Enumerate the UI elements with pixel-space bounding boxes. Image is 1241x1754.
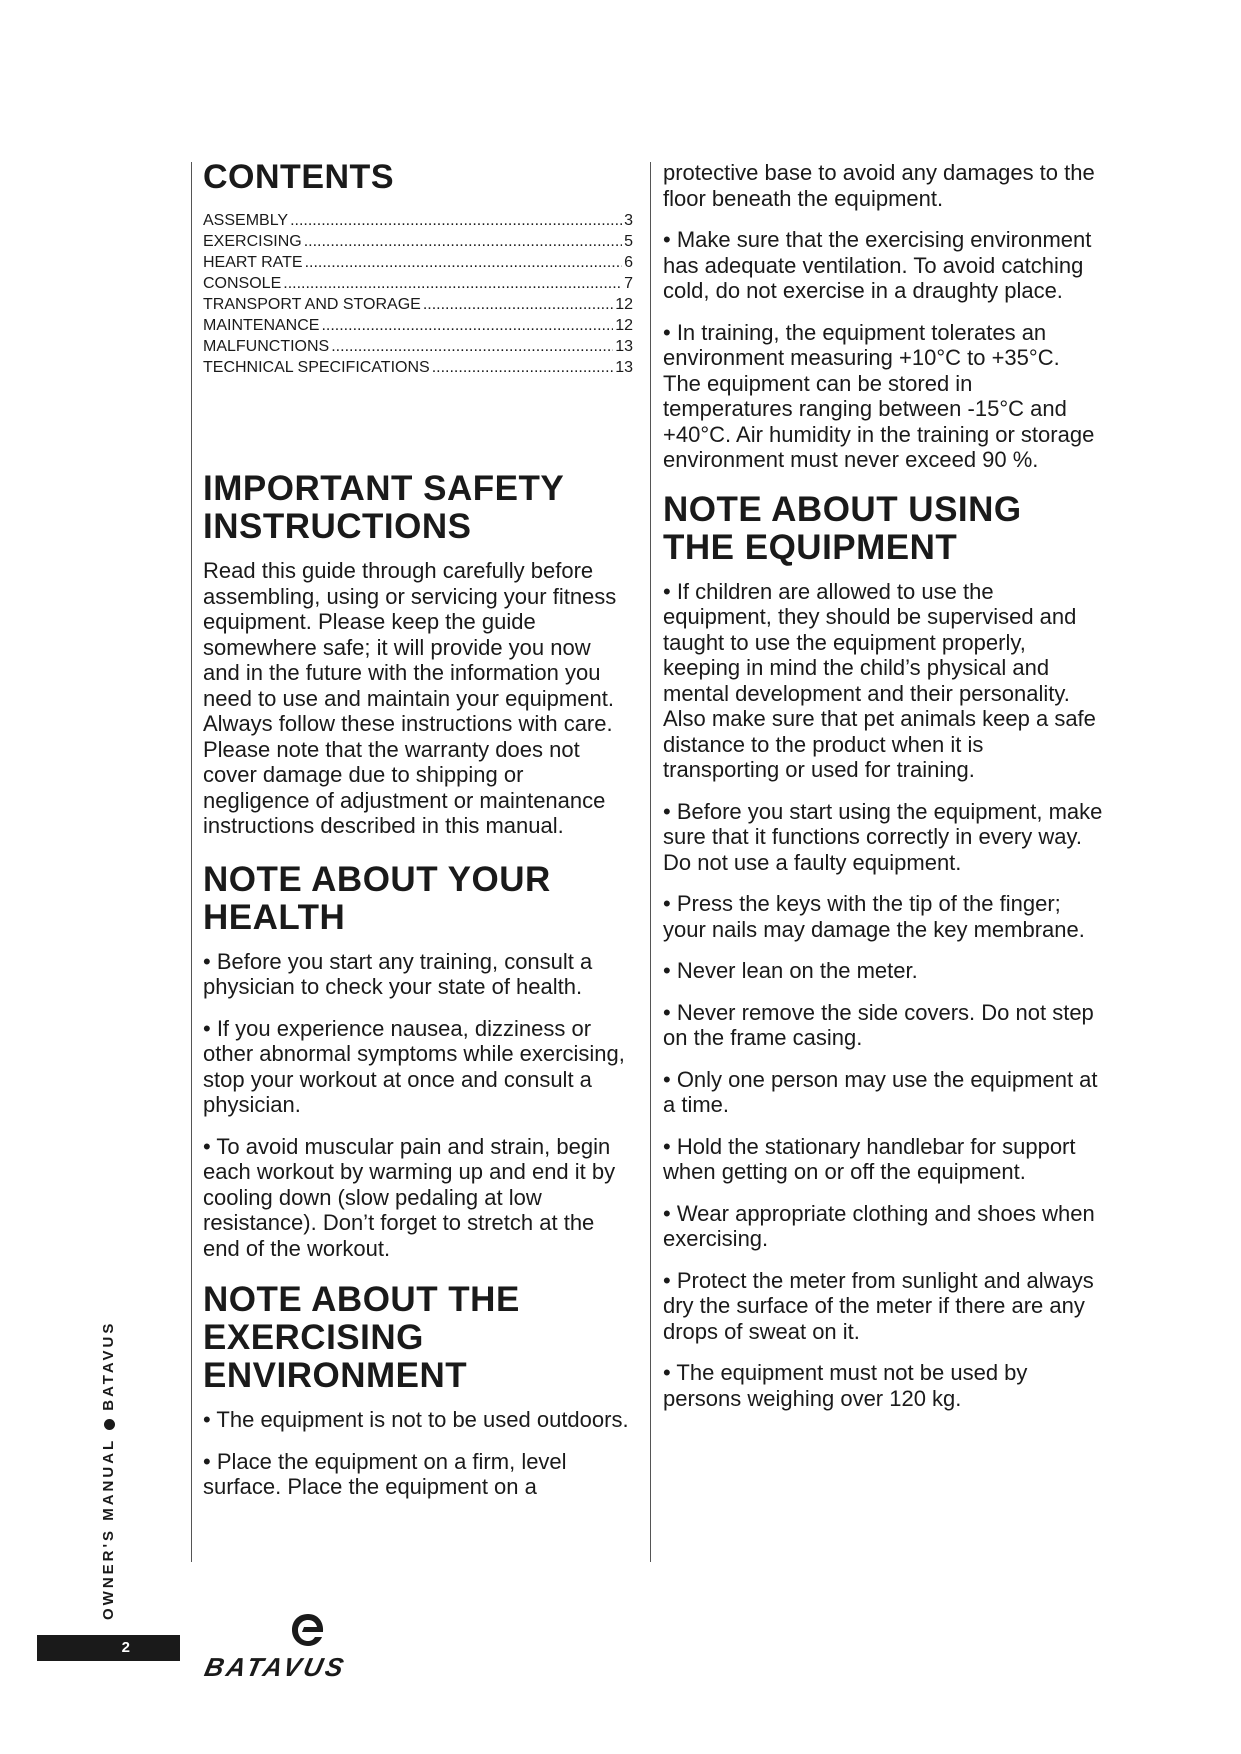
toc-item: TECHNICAL SPECIFICATIONS ..... 13: [203, 357, 633, 378]
using-item: • Protect the meter from sunlight and always dry the surface of the meter if there are any drops of sweat on it.: [663, 1267, 1094, 1344]
health-item: • Before you start any training, consult a physician to check your state of health.: [203, 948, 593, 999]
side-running-title: [100, 1321, 117, 1620]
left-column-rule: [191, 162, 192, 1562]
using-heading: NOTE ABOUT USING THE EQUIPMENT: [663, 489, 1022, 567]
left-column-body: [203, 470, 633, 1516]
side-brand-text: BATAVUS: [100, 1320, 117, 1411]
using-item: • The equipment must not be used by persons weighing over 120 kg.: [663, 1360, 1028, 1411]
environment-item: • In training, the equipment tolerates an environment measuring +10°C to +35°C. The equipment can be stored in temperatures ranging between -15°C and +40°C. Air humidity in the training or storage environment must never exceed 90 %.: [663, 319, 1095, 472]
toc-item: ASSEMBLY ..... 3: [203, 210, 633, 231]
using-item: • Only one person may use the equipment at a time.: [663, 1066, 1098, 1117]
environment-continued: protective base to avoid any damages to the floor beneath the equipment.: [663, 160, 1095, 211]
table-of-contents: [203, 210, 633, 378]
environment-item: • Make sure that the exercising environment has adequate ventilation. To avoid catching cold, do not exercise in a draughty place.: [663, 227, 1092, 303]
using-item: • Never remove the side covers. Do not step on the frame casing.: [663, 999, 1094, 1050]
toc-item: MALFUNCTIONS ..... 13: [203, 336, 633, 357]
bullet-icon: [104, 1419, 115, 1430]
left-column: [203, 158, 633, 378]
using-item: • If children are allowed to use the equipment, they should be supervised and taught to use the equipment properly, keeping in mind the child’s physical and mental development and their personality. Also make sure that pet animals keep a safe distance to the product when it is transporting or used for training.: [663, 578, 1096, 782]
brand-logo-text: BATAVUS: [201, 1652, 350, 1682]
toc-item: EXERCISING ..... 5: [203, 231, 633, 252]
health-item: • To avoid muscular pain and strain, begin each workout by warming up and end it by cooling down (slow pedaling at low resistance). Don’t forget to stretch at the end of the workout.: [203, 1133, 616, 1261]
toc-item: CONSOLE ..... 7: [203, 273, 633, 294]
health-item: • If you experience nausea, dizziness or other abnormal symptoms while exercising, stop your workout at once and consult a physician.: [203, 1015, 625, 1117]
health-heading: NOTE ABOUT YOUR HEALTH: [203, 859, 551, 937]
safety-heading: IMPORTANT SAFETY INSTRUCTIONS: [203, 469, 564, 546]
environment-item: • The equipment is not to be used outdoors.: [203, 1407, 629, 1432]
toc-item: TRANSPORT AND STORAGE ..... 12: [203, 294, 633, 315]
using-item: • Before you start using the equipment, make sure that it functions correctly in every way. Do not use a faulty equipment.: [663, 798, 1103, 875]
using-item: • Press the keys with the tip of the finger; your nails may damage the key membrane.: [663, 891, 1085, 942]
toc-item: MAINTENANCE ..... 12: [203, 315, 633, 336]
safety-paragraph: Read this guide through carefully before assembling, using or servicing your fitness equipment. Please keep the guide somewhere safe; it will provide you now and in the future with the information you need to use and maintain your equipment. Always follow these instructions with care. Please note that the warranty does not cover damage due to shipping or negligence of adjustment or maintenance instructions described in this manual.: [203, 558, 617, 838]
using-item: • Wear appropriate clothing and shoes when exercising.: [663, 1200, 1095, 1251]
contents-title: CONTENTS: [203, 158, 394, 196]
right-column-rule: [650, 162, 651, 1562]
using-item: • Hold the stationary handlebar for support when getting on or off the equipment.: [663, 1133, 1076, 1184]
toc-item: HEART RATE ..... 6: [203, 252, 633, 273]
environment-item: • Place the equipment on a firm, level surface. Place the equipment on a: [203, 1448, 567, 1499]
side-manual-text: OWNER'S MANUAL: [100, 1437, 117, 1620]
using-item: • Never lean on the meter.: [663, 958, 918, 983]
batavus-logo-icon: [288, 1610, 328, 1650]
page-number: 2: [37, 1635, 180, 1661]
environment-heading: NOTE ABOUT THE EXERCISING ENVIRONMENT: [203, 1280, 520, 1395]
right-column: [663, 160, 1103, 1427]
